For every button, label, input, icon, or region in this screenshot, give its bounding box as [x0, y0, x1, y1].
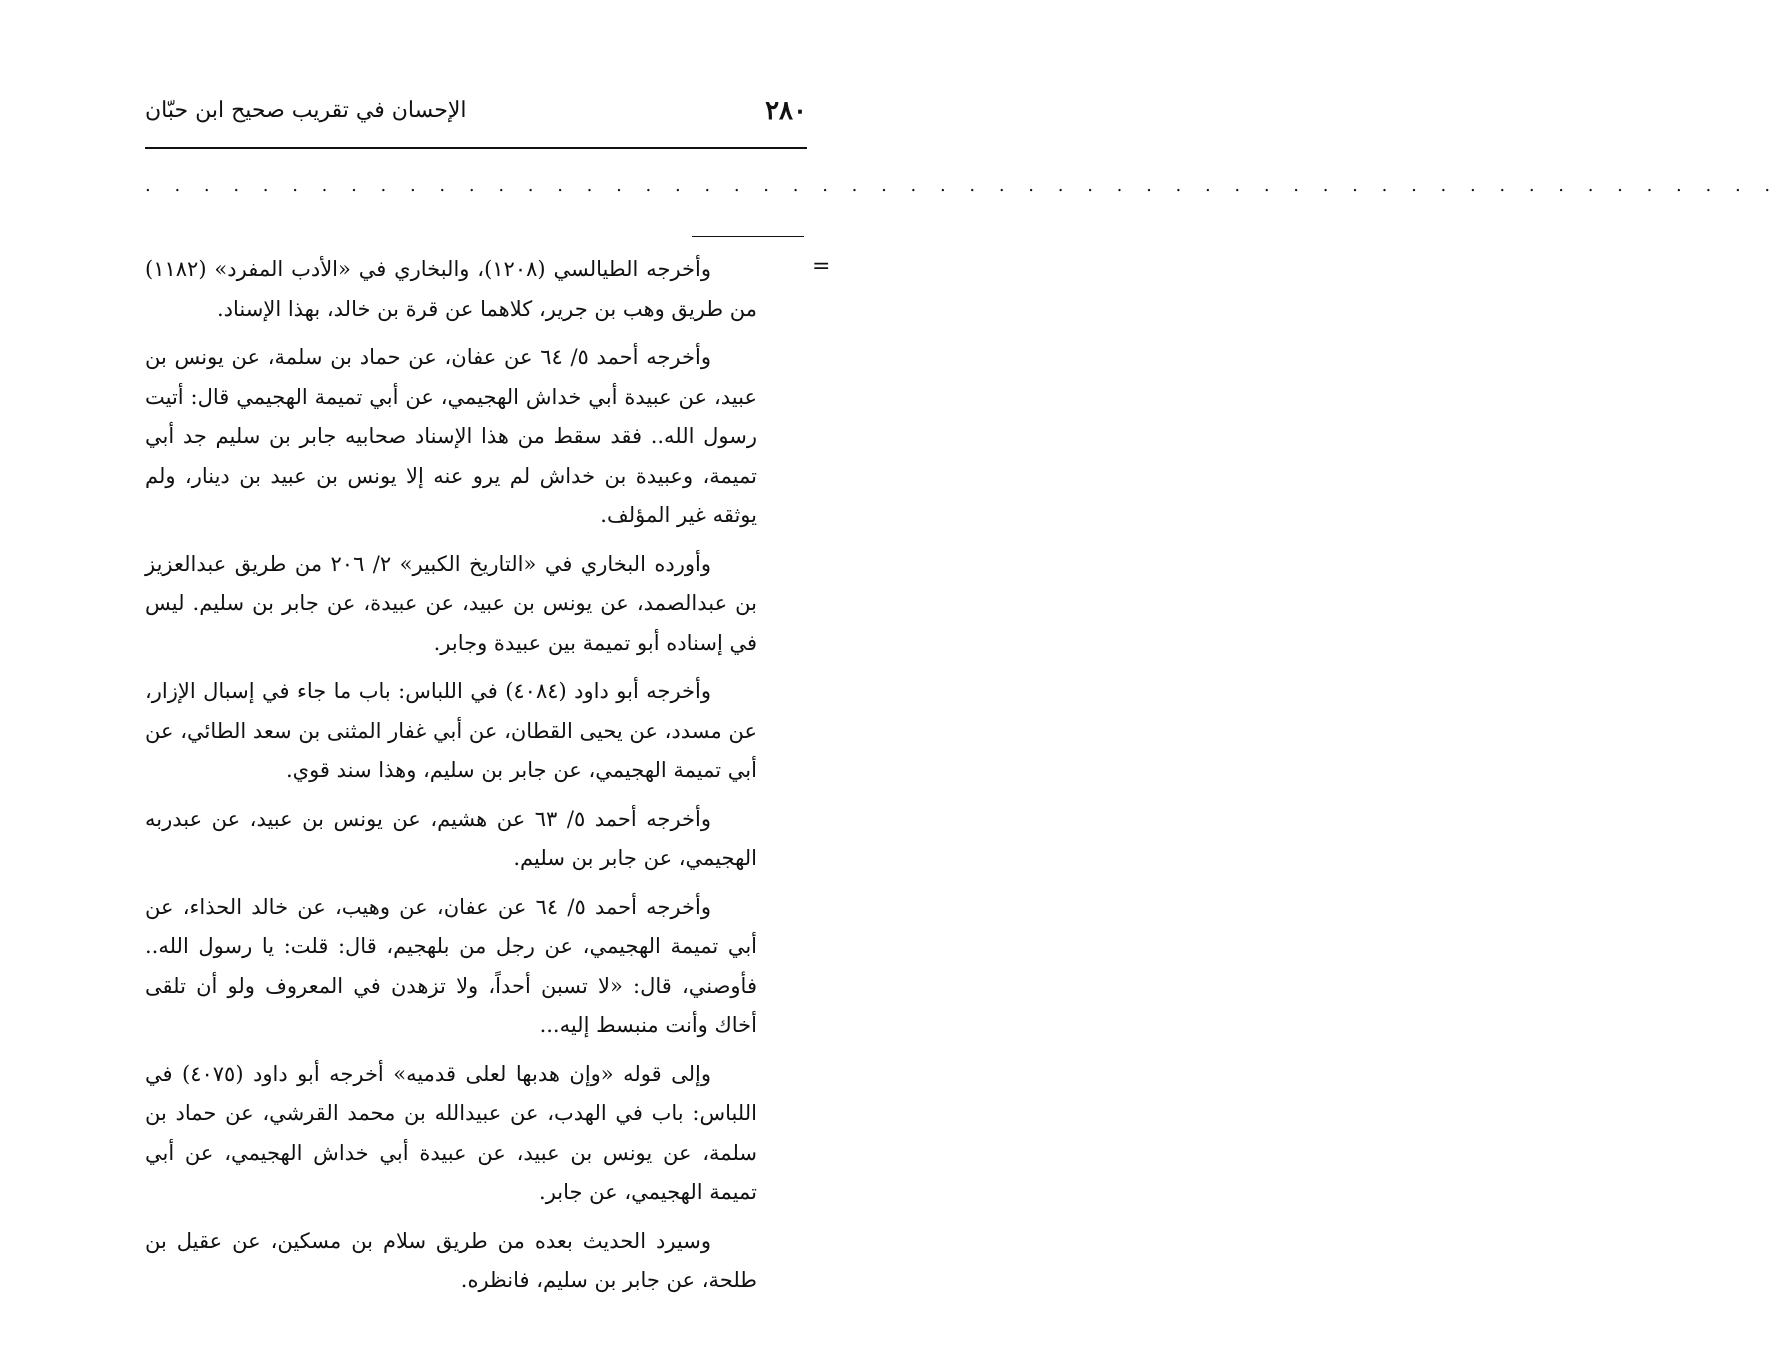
continuation-mark: = [812, 254, 831, 279]
paragraph: وإلى قوله «وإن هدبها لعلى قدميه» أخرجه أبو داود (٤٠٧٥) في اللباس: باب في الهدب، عن عبيدالله بن محمد القرشي، عن حماد بن سلمة، عن يونس بن عبيد، عن عبيدة أبي خداش الهجيمي، عن أبي تميمة الهجيمي، عن جابر. [145, 1061, 757, 1204]
paragraph: وأخرجه أحمد ٥/ ٦٤ عن عفان، عن حماد بن سلمة، عن يونس بن عبيد، عن عبيدة أبي خداش الهجيمي، عن أبي تميمة الهجيمي قال: أتيت رسول الله.. فقد سقط من هذا الإسناد صحابيه جابر بن سليم جد أبي تميمة، وعبيدة بن خداش لم يرو عنه إلا يونس بن عبيد بن دينار، ولم يوثقه غير المؤلف. [145, 345, 757, 527]
page-number: ٢٨٠ [765, 96, 807, 126]
paragraph: وأورده البخاري في «التاريخ الكبير» ٢/ ٢٠٦ من طريق عبدالعزيز بن عبدالصمد، عن يونس بن عبيد، عن عبيدة، عن جابر بن سليم. ليس في إسناده أبو تميمة بين عبيدة وجابر. [145, 551, 757, 655]
footnote-body [145, 250, 757, 1310]
running-title: الإحسان في تقريب صحيح ابن حبّان [145, 98, 467, 123]
footnote-rule [692, 236, 804, 237]
dotted-separator: . . . . . . . . . . . . . . . . . . . . . . . . . . . . . . . . . . . . . . . . . . . . . . . . . . . . . . . . [145, 175, 1779, 196]
page-header [145, 92, 807, 136]
paragraph: وأخرجه أبو داود (٤٠٨٤) في اللباس: باب ما جاء في إسبال الإزار، عن مسدد، عن يحيى القطان، عن أبي غفار المثنى بن سعد الطائي، عن أبي تميمة الهجيمي، عن جابر بن سليم، وهذا سند قوي. [145, 679, 757, 782]
paragraph: وأخرجه أحمد ٥/ ٦٤ عن عفان، عن وهيب، عن خالد الحذاء، عن أبي تميمة الهجيمي، عن رجل من بلهجيم، قال: قلت: يا رسول الله.. فأوصني، قال: «لا تسبن أحداً، ولا تزهدن في المعروف ولو أن تلقى أخاك وأنت منبسط إليه... [145, 894, 757, 1037]
paragraph: وأخرجه الطيالسي (١٢٠٨)، والبخاري في «الأدب المفرد» (١١٨٢) من طريق وهب بن جرير، كلاهما عن قرة بن خالد، بهذا الإسناد. [145, 257, 757, 321]
paragraph: وسيرد الحديث بعده من طريق سلام بن مسكين، عن عقيل بن طلحة، عن جابر بن سليم، فانظره. [145, 1228, 757, 1292]
header-rule [145, 147, 807, 149]
paragraph: وأخرجه أحمد ٥/ ٦٣ عن هشيم، عن يونس بن عبيد، عن عبدربه الهجيمي، عن جابر بن سليم. [145, 806, 757, 870]
